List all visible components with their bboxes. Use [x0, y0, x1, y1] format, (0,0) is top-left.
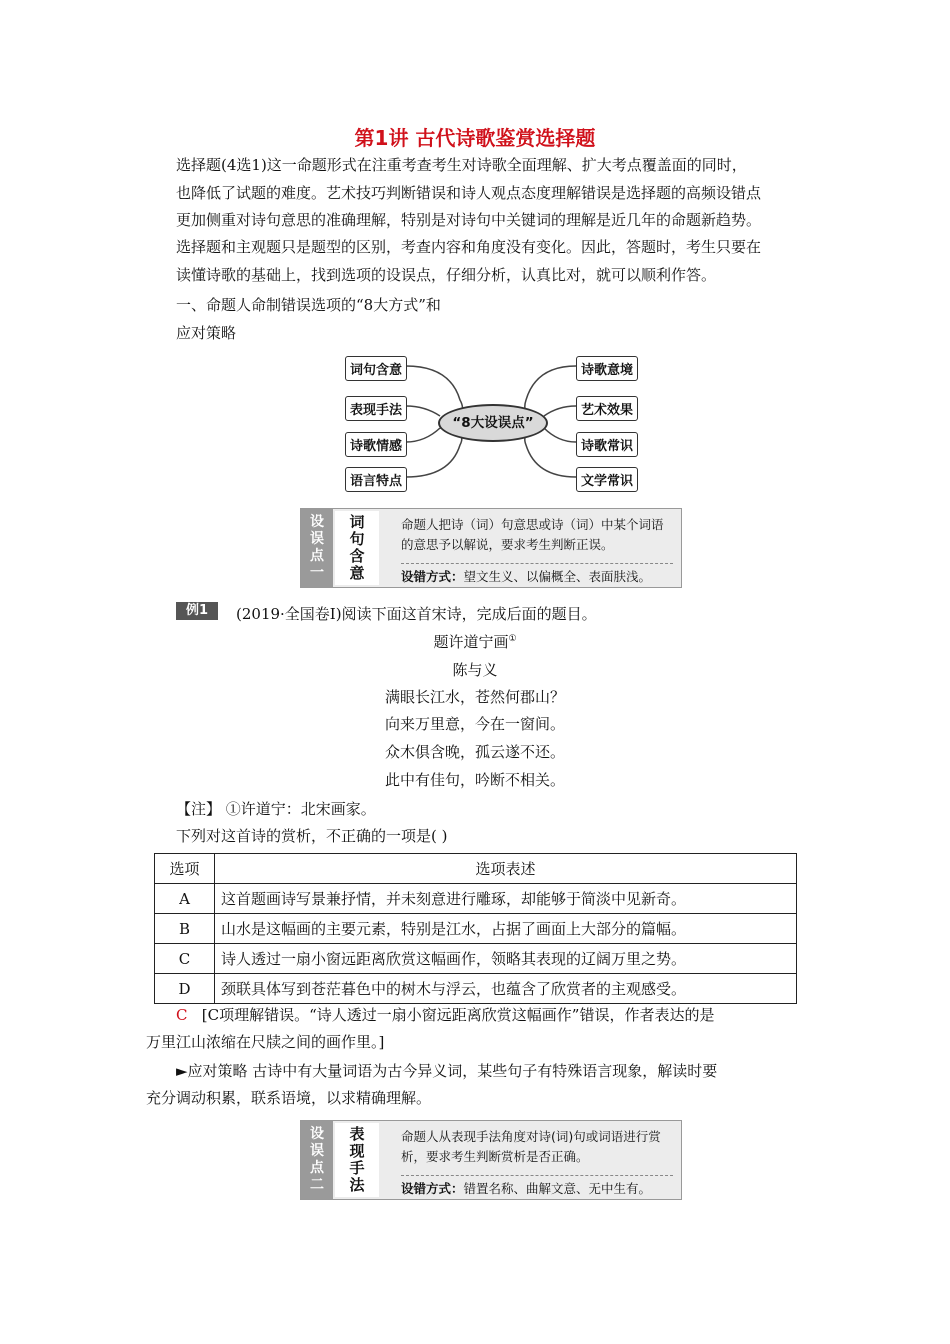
poem-author: 陈与义 — [452, 661, 498, 679]
tab-char: 二 — [310, 1177, 324, 1193]
name-char: 意 — [349, 564, 365, 582]
error-point-2-box — [300, 1120, 682, 1200]
mindmap-node-right-3: 诗歌常识 — [576, 432, 638, 457]
option-key: A — [155, 884, 215, 914]
section-heading-line-1: 一、命题人命制错误选项的“8大方式”和 — [176, 296, 441, 314]
name-char: 句 — [349, 530, 365, 548]
name-char: 法 — [349, 1176, 365, 1194]
poem-title — [0, 631, 950, 652]
poem-note: 【注】 ①许道宁：北宋画家。 — [176, 800, 376, 818]
answer-key: C — [176, 1006, 188, 1024]
table-header-row — [155, 854, 797, 884]
section-heading-line-2: 应对策略 — [176, 324, 237, 342]
mindmap-node-right-2: 艺术效果 — [576, 396, 638, 421]
table-row — [155, 944, 797, 974]
tab-char: 一 — [310, 565, 324, 581]
intro-line-5: 读懂诗歌的基础上，找到选项的设误点，仔细分析，认真比对，就可以顺利作答。 — [176, 266, 717, 284]
tab-char: 设 — [310, 514, 324, 530]
note-mark: ① — [508, 634, 517, 644]
explanation-text-2: 万里江山浓缩在尺牍之间的画作里。] — [146, 1033, 385, 1051]
poem-line-2: 向来万里意，今在一窗间。 — [384, 715, 565, 733]
method-text: 望文生义、以偏概全、表面肤浅。 — [463, 569, 652, 584]
intro-line-3: 更加侧重对诗句意思的准确理解，特别是对诗句中关键词的理解是近几年的命题新趋势。 — [176, 211, 762, 229]
poem-line-3: 众木俱含晚，孤云遂不还。 — [384, 743, 565, 761]
intro-line-1: 选择题(4选1)这一命题形式在注重考查考生对诗歌全面理解、扩大考点覆盖面的同时， — [176, 156, 747, 174]
error-point-2-name — [335, 1123, 379, 1197]
intro-line-4: 选择题和主观题只是题型的区别，考查内容和角度没有变化。因此，答题时，考生只要在 — [176, 238, 762, 256]
name-char: 含 — [349, 547, 365, 565]
table-row — [155, 914, 797, 944]
error-point-1-box — [300, 508, 682, 588]
error-point-1-tab — [301, 509, 333, 587]
table-header-text: 选项表述 — [215, 854, 797, 884]
option-text: 这首题画诗写景兼抒情，并未刻意进行雕琢，却能够于简淡中见新奇。 — [215, 884, 797, 914]
tab-char: 设 — [310, 1126, 324, 1142]
name-char: 表 — [349, 1125, 365, 1143]
intro-line-2: 也降低了试题的难度。艺术技巧判断错误和诗人观点态度理解错误是选择题的高频设错点 — [176, 184, 762, 202]
option-key: C — [155, 944, 215, 974]
divider — [401, 1175, 673, 1176]
option-text: 诗人透过一扇小窗远距离欣赏这幅画作，领略其表现的辽阔万里之势。 — [215, 944, 797, 974]
error-point-1-method — [401, 567, 673, 585]
divider — [401, 563, 673, 564]
strategy-line-2: 充分调动积累，联系语境，以求精确理解。 — [146, 1089, 432, 1107]
error-point-2-tab — [301, 1121, 333, 1199]
mindmap-node-left-1: 词句含意 — [345, 356, 407, 381]
tab-char: 误 — [310, 531, 324, 547]
explanation-text-1: [C项理解错误。“诗人透过一扇小窗远距离欣赏这幅画作”错误，作者表达的是 — [201, 1006, 715, 1024]
example-label: 例1 — [176, 602, 218, 620]
question-text: 下列对这首诗的赏析，不正确的一项是( ) — [176, 827, 448, 845]
method-label: 设错方式： — [401, 569, 464, 584]
answer-line-1 — [176, 1004, 714, 1025]
poem-title-text: 题许道宁画 — [433, 633, 509, 651]
option-key: B — [155, 914, 215, 944]
strategy-line-1: ►应对策略 古诗中有大量词语为古今异义词，某些句子有特殊语言现象，解读时要 — [176, 1062, 718, 1080]
name-char: 手 — [349, 1159, 365, 1177]
option-key: D — [155, 974, 215, 1004]
mindmap-center: “8大设误点” — [438, 404, 548, 442]
table-header-key: 选项 — [155, 854, 215, 884]
error-point-2-desc: 命题人从表现手法角度对诗(词)句或词语进行赏析，要求考生判断赏析是否正确。 — [401, 1129, 661, 1164]
page-title: 第1讲 古代诗歌鉴赏选择题 — [354, 126, 596, 150]
mindmap-node-right-4: 文学常识 — [576, 467, 638, 492]
example-source: (2019·全国卷Ⅰ)阅读下面这首宋诗，完成后面的题目。 — [236, 605, 597, 623]
table-row — [155, 974, 797, 1004]
tab-char: 点 — [310, 1160, 324, 1176]
error-point-1-desc: 命题人把诗（词）句意思或诗（词）中某个词语的意思予以解说，要求考生判断正误。 — [401, 517, 664, 552]
name-char: 词 — [349, 513, 365, 531]
poem-line-4: 此中有佳句，吟断不相关。 — [384, 771, 565, 789]
mindmap-node-right-1: 诗歌意境 — [576, 356, 638, 381]
error-point-2-method — [401, 1179, 673, 1197]
option-text: 颈联具体写到苍茫暮色中的树木与浮云，也蕴含了欣赏者的主观感受。 — [215, 974, 797, 1004]
method-label: 设错方式： — [401, 1181, 464, 1196]
options-table — [154, 853, 797, 1004]
name-char: 现 — [349, 1142, 365, 1160]
mindmap-node-left-2: 表现手法 — [345, 396, 407, 421]
method-text: 错置名称、曲解文意、无中生有。 — [463, 1181, 652, 1196]
table-row — [155, 884, 797, 914]
poem-line-1: 满眼长江水，苍然何郡山？ — [384, 688, 565, 706]
mindmap-node-left-3: 诗歌情感 — [345, 432, 407, 457]
error-point-1-name — [335, 511, 379, 585]
mindmap-node-left-4: 语言特点 — [345, 467, 407, 492]
tab-char: 点 — [310, 548, 324, 564]
option-text: 山水是这幅画的主要元素，特别是江水，占据了画面上大部分的篇幅。 — [215, 914, 797, 944]
tab-char: 误 — [310, 1143, 324, 1159]
